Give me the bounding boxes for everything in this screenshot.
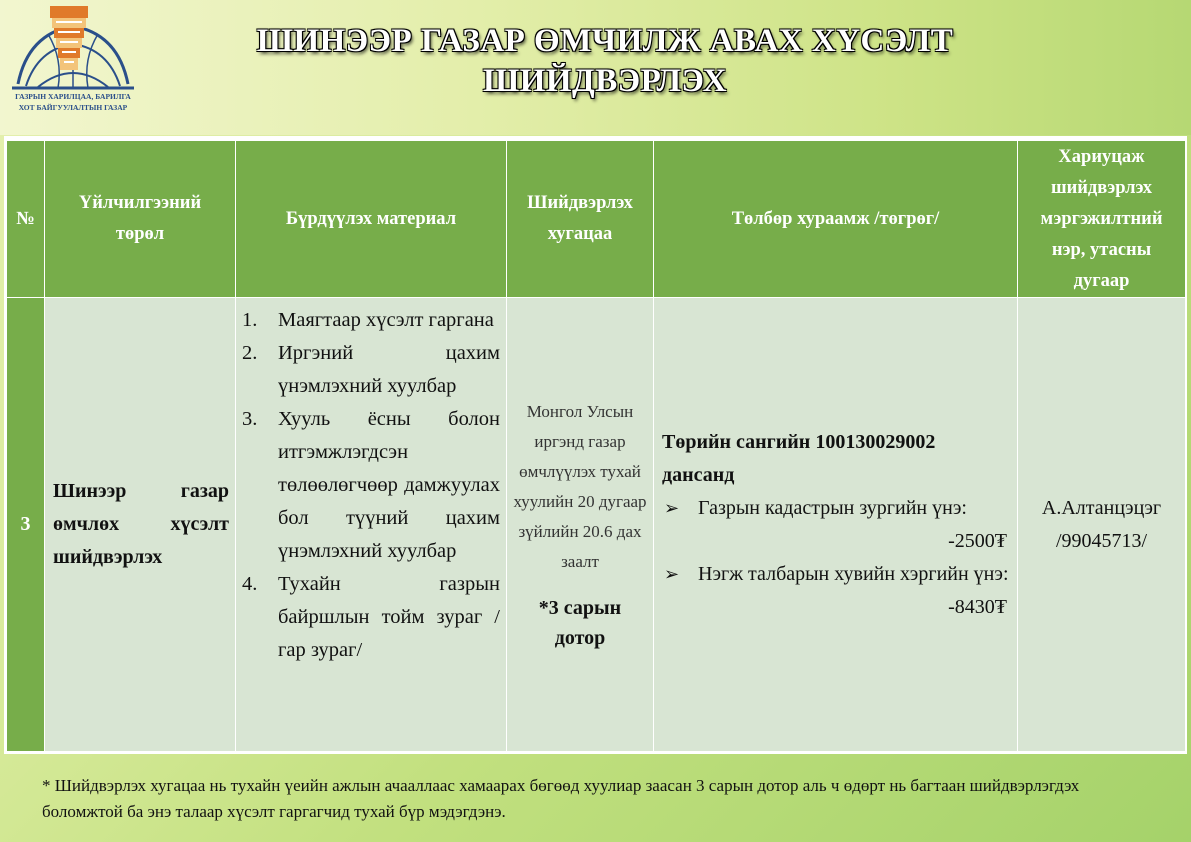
footnote: * Шийдвэрлэх хугацаа нь тухайн үеийн ажлын ачааллаас хамаарах бөгөөд хуулиар заасан 3 сарын дотор аль ч өдөрт нь багтаан шийдвэрлэгдэх боломжтой ба энэ талаар хүсэлт гаргагчид тухай бүр мэдэгдэнэ. (42, 776, 1080, 821)
service-type-cell: Шинээр газар өмчлөх хүсэлт шийдвэрлэх (45, 298, 236, 752)
material-item (242, 568, 500, 667)
contact-name: А.Алтанцэцэг (1041, 496, 1162, 519)
material-text: Тухайн газрын байршлын тойм зураг /гар зураг/ (278, 573, 500, 661)
payment-amount: -8430₮ (948, 595, 1007, 618)
page-title-line1: ШИНЭЭР ГАЗАР ӨМЧИЛЖ АВАХ ХҮСЭЛТ (256, 23, 954, 59)
service-table-frame (4, 136, 1187, 754)
material-text: Иргэний цахим үнэмлэхний хуулбар (278, 342, 500, 397)
contact-phone: /99045713/ (1055, 529, 1148, 552)
payment-amount: -2500₮ (948, 529, 1007, 552)
header-contact: Хариуцаж шийдвэрлэх мэргэжилтний нэр, утасны дугаар (1018, 141, 1186, 298)
resolution-deadline: *3 сарын дотор (538, 596, 622, 649)
material-item (242, 337, 500, 403)
materials-list (242, 304, 500, 667)
payment-item (662, 558, 1009, 591)
header-service-type: Үйлчилгээний төрөл (45, 141, 236, 298)
header-resolution-time: Шийдвэрлэх хугацаа (507, 141, 654, 298)
page-title-line2: ШИЙДВЭРЛЭХ (482, 63, 727, 99)
arrow-bullet-icon: ➢ (664, 563, 680, 584)
contact-cell (1018, 298, 1186, 752)
logo-text-line2: ХОТ БАЙГУУЛАЛТЫН ГАЗАР (18, 103, 128, 112)
header-materials: Бүрдүүлэх материал (236, 141, 507, 298)
payment-item-label: Нэгж талбарын хувийн хэргийн үнэ: (698, 562, 1009, 585)
payment-item (662, 492, 1009, 525)
resolution-legal-basis: Монгол Улсын иргэнд газар өмчлүүлэх тухай хуулийн 20 дугаар зүйлийн 20.6 дах заалт (513, 401, 647, 571)
row-number: 3 (7, 298, 45, 752)
organization-logo (8, 4, 138, 116)
material-text: Маягтаар хүсэлт гаргана (278, 309, 494, 331)
payment-account: Төрийн сангийн 100130029002 дансанд (662, 430, 936, 486)
materials-cell (236, 298, 507, 752)
service-table (6, 140, 1186, 752)
arrow-bullet-icon: ➢ (664, 497, 680, 518)
table-header-row (7, 141, 1186, 298)
material-number: 3. (242, 408, 258, 430)
material-number: 4. (242, 573, 258, 595)
material-text: Хууль ёсны болон итгэмжлэгдсэн төлөөлөгчөөр дамжуулах бол түүний цахим үнэмлэхний хуулбар (278, 408, 500, 562)
material-item (242, 403, 500, 568)
material-number: 1. (242, 309, 258, 331)
logo-text-line1: ГАЗРЫН ХАРИЛЦАА, БАРИЛГА (15, 92, 131, 101)
material-number: 2. (242, 342, 258, 364)
logo-emblem-icon (8, 4, 138, 94)
table-row (7, 298, 1186, 752)
payment-item-label: Газрын кадастрын зургийн үнэ: (698, 496, 967, 519)
header-payment: Төлбөр хураамж /төгрөг/ (654, 141, 1018, 298)
header-number: № (7, 141, 45, 298)
material-item (242, 304, 500, 337)
resolution-time-cell (507, 298, 654, 752)
payment-cell (654, 298, 1018, 752)
